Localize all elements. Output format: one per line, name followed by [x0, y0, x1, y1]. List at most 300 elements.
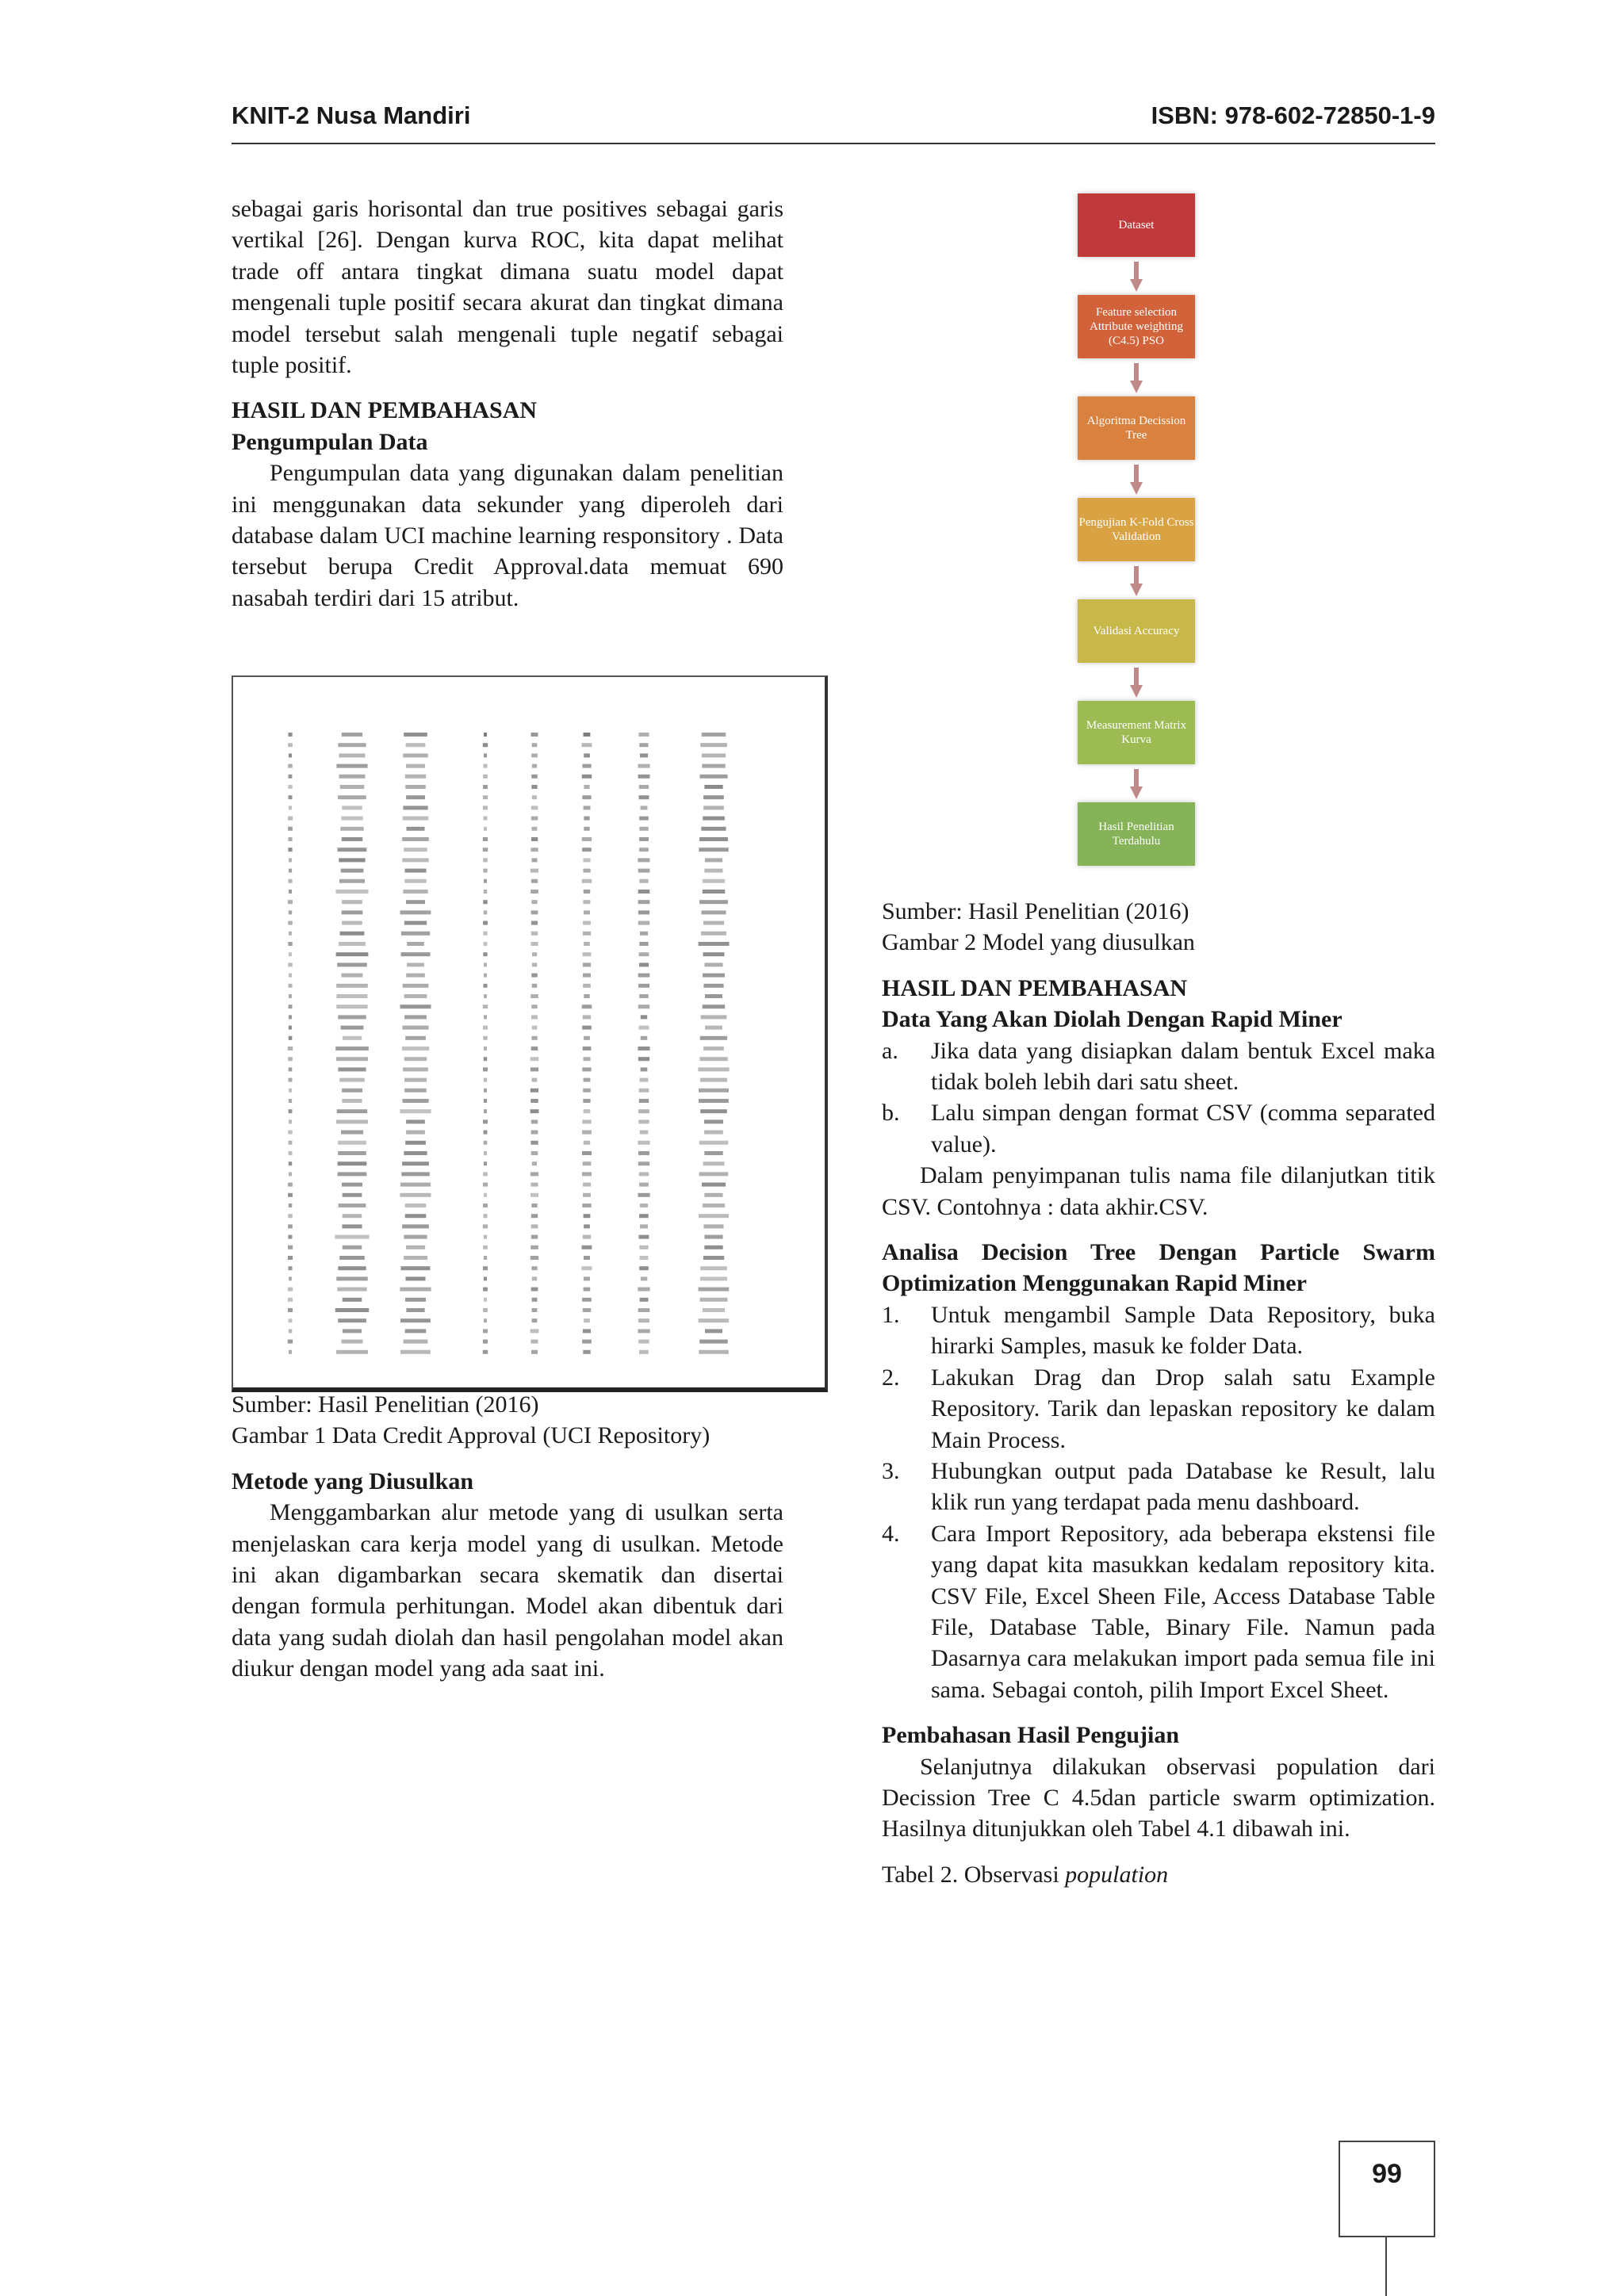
scan-text-mark: [582, 1298, 592, 1302]
scan-text-mark: [583, 1183, 591, 1187]
scan-text-mark: [483, 1329, 488, 1333]
scan-text-mark: [483, 1172, 488, 1176]
flowchart-step: Hasil Penelitian Terdahulu: [1078, 802, 1195, 866]
scan-text-mark: [337, 1109, 368, 1113]
scan-text-mark: [338, 1172, 367, 1176]
figure2-source: Sumber: Hasil Penelitian (2016): [882, 898, 1189, 924]
journal-name: KNIT-2 Nusa Mandiri: [232, 101, 471, 129]
scan-text-mark: [289, 1078, 293, 1082]
scan-text-mark: [532, 1161, 537, 1165]
page-header: [232, 101, 1435, 144]
scan-text-mark: [343, 1036, 362, 1040]
scan-text-mark: [404, 848, 427, 851]
scan-text-mark: [704, 1235, 722, 1239]
scan-text-mark: [484, 879, 487, 883]
paragraph-csv: Dalam penyimpanan tulis nama file dilanjutkan titik CSV. Contohnya : data akhir.CSV.: [882, 1162, 1435, 1220]
scan-text-mark: [584, 1288, 591, 1292]
scan-text-mark: [639, 1266, 649, 1270]
scan-text-mark: [288, 1224, 293, 1228]
scan-text-mark: [289, 795, 293, 799]
scan-text-mark: [531, 1004, 538, 1008]
scan-text-mark: [584, 785, 589, 789]
scan-text-mark: [403, 1099, 429, 1103]
scan-text-mark: [342, 806, 362, 809]
scan-text-mark: [402, 1161, 429, 1165]
scan-text-mark: [288, 1214, 293, 1218]
scan-text-mark: [703, 984, 723, 988]
scan-text-mark: [288, 962, 292, 966]
scan-text-mark: [403, 1067, 428, 1071]
scan-text-mark: [404, 733, 427, 737]
scan-text-mark: [531, 879, 538, 883]
scan-text-mark: [336, 994, 367, 998]
scan-text-mark: [700, 775, 728, 779]
scan-text-mark: [700, 1276, 727, 1280]
scan-text-mark: [288, 1047, 293, 1050]
scan-text-mark: [700, 1298, 728, 1302]
scan-text-mark: [289, 1172, 292, 1176]
scan-text-mark: [639, 785, 649, 789]
scan-text-mark: [336, 1276, 367, 1280]
scan-text-mark: [583, 932, 591, 936]
scan-text-mark: [703, 1047, 724, 1050]
scan-text-mark: [402, 858, 429, 862]
paragraph-pengumpulan-data: Pengumpulan data yang digunakan dalam penelitian ini menggunakan data sekunder yang diperoleh dari database dalam UCI machine learning responsitory . Data tersebut berupa Credit Approval.data memuat 690 nasabah terdiri dari 15 atribut.: [232, 460, 783, 611]
scan-text-mark: [407, 827, 425, 831]
scan-text-mark: [405, 1214, 427, 1218]
scan-text-mark: [483, 1004, 488, 1008]
scan-text-mark: [532, 827, 538, 831]
scan-text-mark: [638, 1193, 650, 1197]
scan-text-mark: [338, 795, 366, 799]
scan-text-mark: [531, 921, 538, 925]
scan-text-mark: [484, 1047, 487, 1050]
scan-text-mark: [289, 1141, 293, 1145]
scan-text-mark: [531, 1119, 538, 1123]
scan-text-mark: [583, 1350, 590, 1354]
subsection-metode: Metode yang Diusulkan: [232, 1468, 474, 1494]
scan-text-mark: [700, 1078, 727, 1082]
scan-text-mark: [288, 817, 293, 821]
scan-text-mark: [484, 1214, 488, 1218]
left-column-lower: [232, 1389, 783, 1685]
list-item: 2. Lakukan Drag dan Drop salah satu Example Repository. Tarik dan lepaskan repository ke dalam Main Process.: [882, 1364, 1435, 1453]
scan-text-mark: [640, 1078, 649, 1082]
scan-text-mark: [289, 890, 292, 894]
scan-text-mark: [700, 743, 727, 747]
scan-text-mark: [584, 890, 591, 894]
scan-text-mark: [582, 1246, 592, 1249]
scan-text-mark: [584, 1224, 590, 1228]
scan-text-mark: [484, 1235, 487, 1239]
scan-text-mark: [638, 1151, 649, 1155]
scan-text-mark: [338, 1318, 366, 1322]
scan-text-mark: [639, 837, 649, 841]
scan-text-mark: [484, 1057, 488, 1061]
scan-text-mark: [406, 1119, 425, 1123]
scan-text-mark: [336, 1350, 368, 1354]
subsection-pengumpulan-data: Pengumpulan Data: [232, 428, 428, 455]
scan-text-mark: [531, 1131, 538, 1135]
scan-text-mark: [336, 1119, 368, 1123]
scan-text-mark: [531, 1224, 538, 1228]
scan-text-mark: [342, 1224, 362, 1228]
scan-text-mark: [705, 1026, 722, 1030]
subsection-data-rapid-miner: Data Yang Akan Diolah Dengan Rapid Miner: [882, 1006, 1342, 1033]
scan-text-mark: [343, 1193, 362, 1197]
scan-text-mark: [289, 974, 292, 978]
scan-text-mark: [484, 827, 487, 831]
scan-text-mark: [531, 900, 537, 904]
scan-text-mark: [484, 1161, 487, 1165]
figure2-caption: Gambar 2 Model yang diusulkan: [882, 929, 1195, 956]
scan-text-mark: [639, 994, 649, 998]
scan-text-mark: [639, 1089, 649, 1093]
scan-text-mark: [699, 1141, 729, 1145]
scan-text-mark: [532, 858, 538, 862]
scan-text-mark: [484, 764, 488, 768]
scan-text-mark: [289, 910, 292, 914]
scan-text-mark: [583, 984, 591, 988]
scan-text-mark: [288, 1235, 292, 1239]
scan-text-mark: [405, 1036, 426, 1040]
scan-text-mark: [531, 775, 537, 779]
scan-text-mark: [483, 795, 488, 799]
scan-text-mark: [531, 1015, 538, 1019]
scan-text-mark: [484, 1109, 487, 1113]
scan-text-mark: [530, 1329, 539, 1333]
scan-text-mark: [483, 1340, 488, 1344]
page-number-line: [1385, 2236, 1387, 2296]
scan-text-mark: [483, 1288, 488, 1292]
scan-text-mark: [638, 1288, 649, 1292]
scan-text-mark: [583, 921, 591, 925]
scan-text-mark: [530, 994, 538, 998]
scan-text-mark: [402, 1224, 429, 1228]
scan-text-mark: [641, 806, 648, 809]
scan-text-mark: [404, 1235, 427, 1239]
scan-text-mark: [638, 1308, 650, 1312]
scan-text-mark: [406, 764, 425, 768]
scan-text-mark: [641, 1276, 648, 1280]
figure1-source: Sumber: Hasil Penelitian (2016): [232, 1391, 539, 1418]
scan-text-mark: [336, 764, 367, 768]
scan-text-mark: [289, 753, 292, 757]
scan-text-mark: [343, 1329, 362, 1333]
scan-text-mark: [404, 1151, 427, 1155]
scan-text-mark: [288, 1131, 293, 1135]
scan-text-mark: [583, 1089, 591, 1093]
scan-text-mark: [289, 869, 292, 873]
scan-text-mark: [530, 890, 538, 894]
scan-text-mark: [583, 1047, 592, 1050]
scan-text-mark: [704, 1119, 723, 1123]
scan-text-mark: [484, 733, 487, 737]
scan-text-mark: [531, 910, 538, 914]
scan-text-mark: [342, 1099, 362, 1103]
scan-text-mark: [638, 984, 649, 988]
scan-text-mark: [638, 869, 650, 873]
scan-text-mark: [342, 1340, 363, 1344]
scan-text-mark: [530, 1340, 538, 1344]
scan-text-mark: [583, 962, 591, 966]
scan-text-mark: [531, 942, 538, 946]
scan-text-mark: [584, 733, 591, 737]
scan-text-mark: [288, 1256, 293, 1260]
scan-text-mark: [484, 974, 487, 978]
scan-text-mark: [532, 962, 537, 966]
scan-text-mark: [484, 817, 488, 821]
scan-text-mark: [288, 837, 292, 841]
scan-text-mark: [404, 1256, 427, 1260]
scan-text-mark: [582, 1119, 591, 1123]
down-arrow-icon: [1130, 465, 1143, 495]
scan-text-mark: [484, 910, 488, 914]
scan-text-mark: [288, 1057, 293, 1061]
scan-text-mark: [703, 879, 726, 883]
scan-text-mark: [640, 1256, 649, 1260]
right-column: [882, 896, 1435, 1890]
scan-text-mark: [699, 1099, 729, 1103]
scan-text-mark: [583, 1235, 591, 1239]
scan-text-mark: [339, 1256, 365, 1260]
scan-text-mark: [583, 869, 590, 873]
scan-text-mark: [289, 1109, 293, 1113]
scan-text-mark: [582, 848, 592, 851]
scan-text-mark: [703, 1308, 725, 1312]
scan-text-mark: [640, 1203, 648, 1207]
scan-text-mark: [289, 1036, 293, 1040]
scan-text-mark: [582, 1131, 592, 1135]
scan-text-mark: [406, 795, 425, 799]
credit-data-scan: [233, 677, 820, 1381]
paragraph-metode: Menggambarkan alur metode yang di usulkan serta menjelaskan cara kerja model yang di usulkan. Metode ini akan digambarkan secara skematik dan disertai dengan formula perhitungan. Model akan dibentuk dari data yang sudah diolah dan hasil pengolahan model akan diukur dengan model yang ada saat ini.: [232, 1499, 783, 1682]
scan-text-mark: [405, 785, 426, 789]
list-item: b. Lalu simpan dengan format CSV (comma separated value).: [882, 1100, 1435, 1158]
paragraph-pembahasan: Selanjutnya dilakukan observasi population dari Decission Tree C 4.5dan particle swarm optimization. Hasilnya ditunjukkan oleh Tabel 4.1 dibawah ini.: [882, 1753, 1435, 1843]
scan-text-mark: [638, 1057, 649, 1061]
scan-text-mark: [340, 932, 365, 936]
scan-text-mark: [289, 1099, 292, 1103]
scan-text-mark: [403, 817, 429, 821]
scan-text-mark: [638, 974, 650, 978]
flowchart-step: Feature selection Attribute weighting (C4.5) PSO: [1078, 295, 1195, 358]
scan-text-mark: [406, 1131, 425, 1135]
scan-text-mark: [702, 910, 726, 914]
scan-text-mark: [582, 795, 591, 799]
figure1-caption: Gambar 1 Data Credit Approval (UCI Repository): [232, 1422, 710, 1449]
scan-text-mark: [406, 1276, 426, 1280]
scan-text-mark: [531, 932, 538, 936]
scan-text-mark: [484, 942, 488, 946]
scan-text-mark: [705, 1329, 722, 1333]
scan-text-mark: [336, 1004, 367, 1008]
scan-text-mark: [532, 795, 537, 799]
scan-text-mark: [530, 1089, 538, 1093]
scan-text-mark: [339, 775, 366, 779]
scan-text-mark: [288, 1246, 293, 1249]
table2-caption: Tabel 2. Observasi population: [882, 1861, 1169, 1888]
scan-text-mark: [639, 1172, 649, 1176]
scan-text-mark: [703, 1203, 725, 1207]
scan-text-mark: [403, 984, 429, 988]
scan-text-mark: [338, 1067, 366, 1071]
scan-text-mark: [338, 743, 366, 747]
scan-text-mark: [640, 753, 648, 757]
scan-text-mark: [400, 1183, 431, 1187]
scan-text-mark: [407, 942, 424, 946]
scan-text-mark: [335, 1308, 369, 1312]
scan-text-mark: [638, 921, 650, 925]
scan-text-mark: [640, 1298, 649, 1302]
scan-text-mark: [638, 890, 650, 894]
scan-text-mark: [405, 1329, 427, 1333]
scan-text-mark: [483, 1067, 488, 1071]
scan-text-mark: [639, 817, 649, 821]
scan-text-mark: [638, 1004, 650, 1008]
subsection-pembahasan: Pembahasan Hasil Pengujian: [882, 1722, 1180, 1749]
scan-text-mark: [582, 743, 592, 747]
scan-text-mark: [530, 848, 538, 851]
scan-text-mark: [288, 827, 293, 831]
scan-text-mark: [288, 764, 292, 768]
scan-text-mark: [289, 1318, 293, 1322]
scan-text-mark: [289, 1266, 293, 1270]
scan-text-mark: [484, 1151, 487, 1155]
scan-text-mark: [584, 994, 589, 998]
scan-text-mark: [703, 795, 724, 799]
scan-text-mark: [288, 1288, 293, 1292]
scan-text-mark: [584, 942, 590, 946]
scan-text-mark: [699, 1288, 730, 1292]
scan-text-mark: [342, 837, 362, 841]
scan-text-mark: [639, 952, 649, 956]
scan-text-mark: [639, 1235, 649, 1239]
down-arrow-icon: [1130, 769, 1143, 799]
scan-text-mark: [582, 1203, 591, 1207]
scan-text-mark: [531, 1047, 538, 1050]
scan-text-mark: [705, 994, 722, 998]
scan-text-mark: [638, 900, 650, 904]
scan-text-mark: [401, 1172, 430, 1176]
section-title-right: HASIL DAN PEMBAHASAN: [882, 974, 1188, 1001]
scan-text-mark: [404, 1057, 427, 1061]
scan-text-mark: [583, 952, 592, 956]
scan-text-mark: [341, 1131, 363, 1135]
scan-text-mark: [484, 1015, 487, 1019]
scan-text-mark: [289, 1119, 292, 1123]
scan-text-mark: [699, 1089, 729, 1093]
scan-text-mark: [584, 1256, 590, 1260]
scan-text-mark: [704, 962, 722, 966]
scan-text-mark: [401, 952, 431, 956]
scan-text-mark: [483, 858, 488, 862]
scan-text-mark: [335, 1047, 369, 1050]
scan-text-mark: [289, 1203, 293, 1207]
scan-text-mark: [700, 1109, 727, 1113]
scan-text-mark: [288, 785, 292, 789]
scan-text-mark: [483, 848, 488, 851]
scan-text-mark: [483, 900, 487, 904]
scan-text-mark: [484, 994, 487, 998]
scan-text-mark: [639, 827, 649, 831]
scan-text-mark: [703, 1256, 724, 1260]
scan-text-mark: [532, 743, 538, 747]
scan-text-mark: [342, 733, 362, 737]
scan-text-mark: [404, 1089, 427, 1093]
scan-text-mark: [400, 910, 431, 914]
scan-text-mark: [483, 1350, 488, 1354]
scan-text-mark: [405, 1141, 426, 1145]
scan-text-mark: [483, 1026, 488, 1030]
scan-text-mark: [704, 785, 722, 789]
scan-text-mark: [405, 1298, 426, 1302]
scan-text-mark: [584, 827, 589, 831]
scan-text-mark: [703, 806, 724, 809]
scan-text-mark: [484, 1089, 487, 1093]
scan-text-mark: [531, 817, 538, 821]
scan-text-mark: [483, 785, 488, 789]
scan-text-mark: [483, 1246, 488, 1249]
scan-text-mark: [700, 1266, 727, 1270]
scan-text-mark: [340, 785, 365, 789]
scan-text-mark: [340, 827, 363, 831]
scan-text-mark: [703, 974, 725, 978]
scan-text-mark: [483, 1308, 488, 1312]
scan-text-mark: [699, 900, 728, 904]
scan-text-mark: [484, 1141, 488, 1145]
scan-text-mark: [484, 1193, 487, 1197]
scan-text-mark: [638, 910, 649, 914]
scan-text-mark: [531, 1266, 537, 1270]
scan-text-mark: [582, 1067, 591, 1071]
scan-text-mark: [289, 858, 292, 862]
scan-text-mark: [639, 743, 648, 747]
scan-text-mark: [483, 743, 488, 747]
left-column: [232, 193, 783, 614]
scan-text-mark: [288, 848, 292, 851]
scan-text-mark: [638, 764, 650, 768]
list-item: a. Jika data yang disiapkan dalam bentuk Excel maka tidak boleh lebih dari satu sheet.: [882, 1037, 1435, 1096]
scan-text-mark: [584, 1057, 591, 1061]
scan-text-mark: [483, 1183, 488, 1187]
scan-text-mark: [531, 785, 537, 789]
scan-text-mark: [405, 869, 427, 873]
list-item: 4. Cara Import Repository, ada beberapa ekstensi file yang dapat kita masukkan kedalam repository kita. CSV File, Excel Sheen File, Access Database Table File, Database Table, Binary File. Namun pada Dasarnya cara melakukan import pada semua file ini sama. Sebagai contoh, pilih Import Excel Sheet.: [882, 1520, 1435, 1703]
scan-text-mark: [289, 1004, 293, 1008]
scan-text-mark: [339, 879, 365, 883]
flowchart-step: Validasi Accuracy: [1078, 599, 1195, 663]
scan-text-mark: [583, 1161, 592, 1165]
scan-text-mark: [531, 837, 538, 841]
scan-text-mark: [343, 1298, 362, 1302]
scan-text-mark: [531, 806, 538, 809]
scan-text-mark: [699, 1318, 730, 1322]
scan-text-mark: [289, 1350, 292, 1354]
scan-text-mark: [336, 1057, 368, 1061]
scan-text-mark: [584, 753, 590, 757]
scan-text-mark: [582, 1172, 592, 1176]
scan-text-mark: [288, 921, 292, 925]
scan-text-mark: [336, 890, 369, 894]
scan-text-mark: [483, 1036, 487, 1040]
scan-text-mark: [530, 1256, 538, 1260]
scan-text-mark: [405, 1203, 427, 1207]
scan-text-mark: [704, 1131, 723, 1135]
scan-text-mark: [484, 1078, 487, 1082]
scan-text-mark: [401, 932, 430, 936]
scan-text-mark: [483, 806, 488, 809]
